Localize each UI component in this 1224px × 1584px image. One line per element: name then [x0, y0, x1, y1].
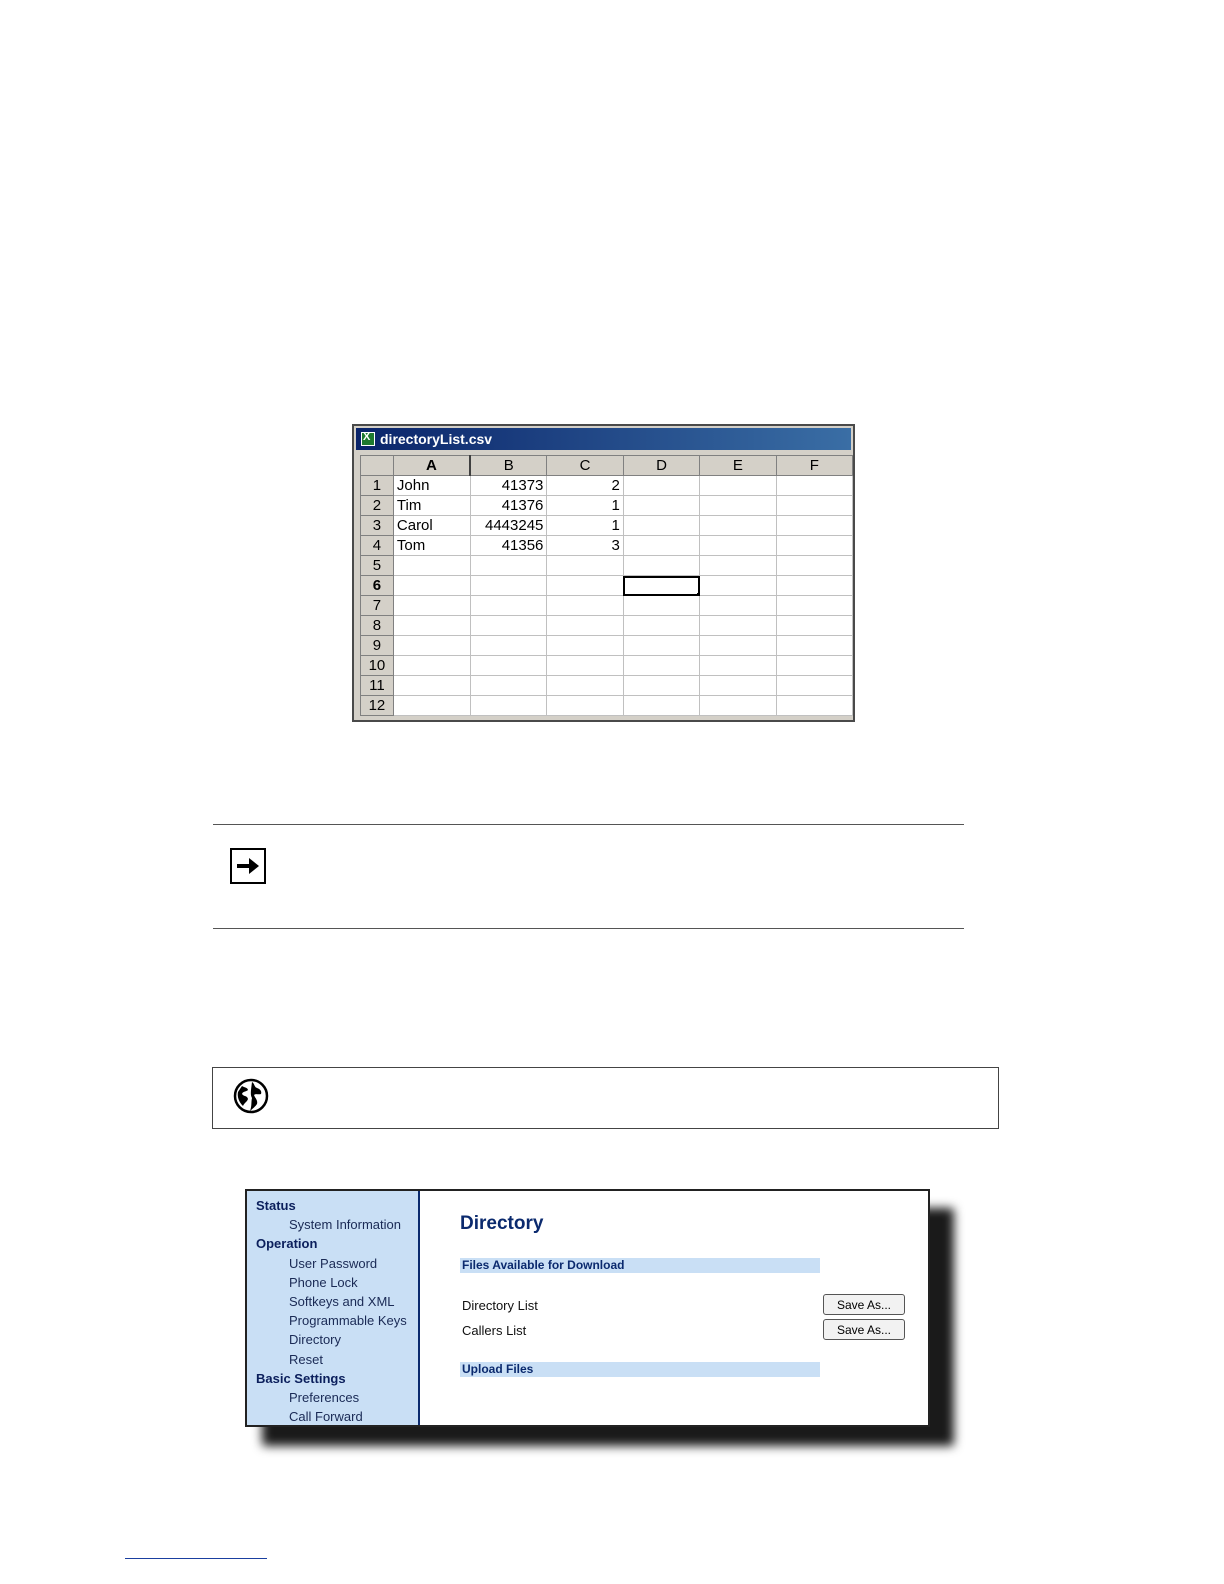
- web-ui-screenshot: [245, 1189, 930, 1427]
- callers-list-label: Callers List: [462, 1323, 527, 1338]
- cell[interactable]: [470, 556, 547, 576]
- row-header[interactable]: 2: [361, 496, 394, 516]
- sidebar-item-user-password[interactable]: User Password: [289, 1255, 378, 1271]
- cell[interactable]: [393, 636, 470, 656]
- sidebar-item-softkeys-and-xml[interactable]: Softkeys and XML: [289, 1293, 395, 1309]
- column-header[interactable]: A: [393, 456, 470, 476]
- cell[interactable]: 1: [547, 496, 623, 516]
- table-row: [361, 516, 853, 536]
- table-row: [361, 536, 853, 556]
- cell[interactable]: [623, 596, 699, 616]
- cell[interactable]: [393, 616, 470, 636]
- column-header[interactable]: F: [776, 456, 852, 476]
- corner-cell[interactable]: [361, 456, 394, 476]
- cell[interactable]: [623, 556, 699, 576]
- cell[interactable]: [547, 556, 623, 576]
- directory-list-label: Directory List: [462, 1298, 538, 1313]
- cell[interactable]: [776, 496, 852, 516]
- cell[interactable]: [547, 656, 623, 676]
- cell[interactable]: [623, 696, 699, 716]
- spreadsheet-titlebar: [356, 428, 851, 450]
- cell[interactable]: [547, 636, 623, 656]
- row-header[interactable]: 8: [361, 616, 394, 636]
- cell[interactable]: [700, 556, 776, 576]
- spreadsheet-title: directoryList.csv: [380, 431, 493, 447]
- table-row: [361, 656, 853, 676]
- cell[interactable]: [700, 536, 776, 556]
- callers-list-save-as-button[interactable]: Save As...: [823, 1319, 905, 1340]
- cell[interactable]: [547, 676, 623, 696]
- sidebar-item-directory[interactable]: Directory: [289, 1332, 342, 1348]
- cell[interactable]: [700, 596, 776, 616]
- cell[interactable]: [393, 676, 470, 696]
- cell[interactable]: [700, 656, 776, 676]
- column-header[interactable]: C: [547, 456, 623, 476]
- table-row: [361, 616, 853, 636]
- cell[interactable]: 2: [547, 476, 623, 496]
- cell[interactable]: [623, 536, 699, 556]
- cell[interactable]: Tom: [393, 536, 470, 556]
- sidebar-section-operation: Operation: [256, 1236, 318, 1252]
- row-header[interactable]: 12: [361, 696, 394, 716]
- cell[interactable]: [623, 636, 699, 656]
- column-header[interactable]: D: [623, 456, 699, 476]
- table-row: [361, 636, 853, 656]
- cell[interactable]: 41356: [470, 536, 547, 556]
- cell[interactable]: [393, 696, 470, 716]
- row-header[interactable]: 4: [361, 536, 394, 556]
- cell[interactable]: [470, 636, 547, 656]
- cell[interactable]: [470, 596, 547, 616]
- cell[interactable]: [623, 516, 699, 536]
- note-top-rule: [213, 824, 964, 825]
- cell[interactable]: 3: [547, 536, 623, 556]
- cell[interactable]: [700, 616, 776, 636]
- cell[interactable]: [700, 676, 776, 696]
- download-section-header: Files Available for Download: [460, 1258, 820, 1273]
- row-header[interactable]: 6: [361, 576, 394, 596]
- note-bottom-rule: [213, 928, 964, 929]
- cell[interactable]: [470, 576, 547, 596]
- cell[interactable]: [470, 696, 547, 716]
- footnote-rule: [125, 1558, 267, 1559]
- cell[interactable]: [700, 636, 776, 656]
- cell[interactable]: [776, 556, 852, 576]
- web-ui-reference-box: [212, 1067, 999, 1129]
- row-header[interactable]: 7: [361, 596, 394, 616]
- cell[interactable]: [547, 576, 623, 596]
- cell[interactable]: [623, 496, 699, 516]
- cell[interactable]: [623, 616, 699, 636]
- cell[interactable]: [623, 656, 699, 676]
- row-header[interactable]: 10: [361, 656, 394, 676]
- cell[interactable]: 1: [547, 516, 623, 536]
- web-ui-main: [420, 1191, 928, 1425]
- column-header[interactable]: E: [700, 456, 776, 476]
- cell[interactable]: [393, 656, 470, 676]
- cell[interactable]: [776, 536, 852, 556]
- sidebar-item-reset[interactable]: Reset: [289, 1351, 323, 1367]
- cell[interactable]: [623, 676, 699, 696]
- table-row: [361, 676, 853, 696]
- cell[interactable]: [700, 576, 776, 596]
- sidebar-item-system-information[interactable]: System Information: [289, 1217, 401, 1233]
- selected-cell[interactable]: [623, 576, 699, 596]
- cell[interactable]: [776, 656, 852, 676]
- table-row: [361, 496, 853, 516]
- cell[interactable]: 4443245: [470, 516, 547, 536]
- sidebar-section-status: Status: [256, 1198, 296, 1213]
- sidebar-item-phone-lock[interactable]: Phone Lock: [289, 1274, 358, 1290]
- cell[interactable]: [700, 696, 776, 716]
- cell[interactable]: [700, 516, 776, 536]
- table-row: [361, 596, 853, 616]
- row-header[interactable]: 5: [361, 556, 394, 576]
- table-row: [361, 556, 853, 576]
- cell[interactable]: John: [393, 476, 470, 496]
- excel-file-icon: [361, 432, 375, 446]
- web-ui-sidebar: [247, 1191, 420, 1425]
- globe-icon: [233, 1078, 269, 1114]
- cell[interactable]: 41373: [470, 476, 547, 496]
- note-arrow-icon: [230, 848, 266, 884]
- cell[interactable]: [700, 496, 776, 516]
- table-row: [361, 476, 853, 496]
- cell[interactable]: [470, 676, 547, 696]
- cell[interactable]: [470, 616, 547, 636]
- sidebar-section-basic-settings: Basic Settings: [256, 1370, 346, 1386]
- page-title: Directory: [460, 1213, 544, 1234]
- cell[interactable]: [700, 476, 776, 496]
- cell[interactable]: [393, 596, 470, 616]
- row-header[interactable]: 1: [361, 476, 394, 496]
- cell[interactable]: Carol: [393, 516, 470, 536]
- sidebar-item-call-forward[interactable]: Call Forward: [289, 1409, 363, 1425]
- table-row: [361, 696, 853, 716]
- cell[interactable]: [547, 696, 623, 716]
- cell[interactable]: [393, 576, 470, 596]
- cell[interactable]: [776, 596, 852, 616]
- upload-section-header: Upload Files: [460, 1362, 820, 1377]
- cell[interactable]: Tim: [393, 496, 470, 516]
- cell[interactable]: [776, 576, 852, 596]
- cell[interactable]: [776, 616, 852, 636]
- spreadsheet-window: [352, 424, 855, 722]
- cell[interactable]: [470, 656, 547, 676]
- table-row: [361, 576, 853, 596]
- cell[interactable]: [547, 596, 623, 616]
- row-header[interactable]: 11: [361, 676, 394, 696]
- cell[interactable]: [776, 636, 852, 656]
- sidebar-item-programmable-keys[interactable]: Programmable Keys: [289, 1313, 407, 1329]
- row-header[interactable]: 9: [361, 636, 394, 656]
- cell[interactable]: [393, 556, 470, 576]
- cell[interactable]: [547, 616, 623, 636]
- cell[interactable]: [776, 676, 852, 696]
- cell[interactable]: 41376: [470, 496, 547, 516]
- cell[interactable]: [776, 516, 852, 536]
- cell[interactable]: [776, 696, 852, 716]
- cell[interactable]: [623, 476, 699, 496]
- spreadsheet-grid: [360, 455, 853, 716]
- sidebar-item-preferences[interactable]: Preferences: [289, 1389, 360, 1405]
- row-header[interactable]: 3: [361, 516, 394, 536]
- directory-list-save-as-button[interactable]: Save As...: [823, 1294, 905, 1315]
- cell[interactable]: [776, 476, 852, 496]
- column-header[interactable]: B: [470, 456, 547, 476]
